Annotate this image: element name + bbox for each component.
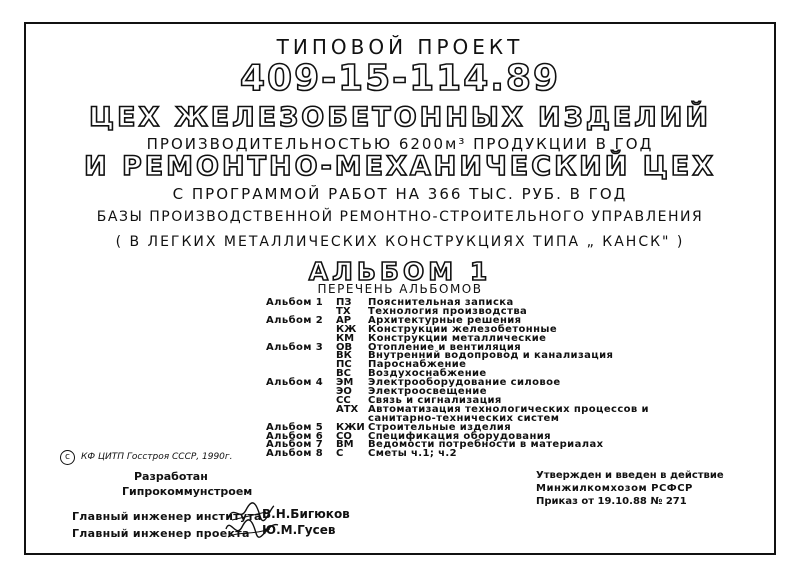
album-row-code: СО [336,430,352,442]
album-row-name: Конструкции металлические [368,332,547,344]
approval-line-1: Утвержден и введен в действие [536,470,724,481]
album-row-name: Технология производства [368,305,528,317]
album-row-code: ВМ [336,439,354,451]
album-row-code: КЖИ [336,421,365,433]
copyright-icon: c [60,450,75,465]
album-row-name: Электроосвещение [368,386,487,397]
album-row-name: санитарно-технических систем [368,412,560,424]
approval-line-3: Приказ от 19.10.88 № 271 [536,496,687,507]
album-row-name: Строительные изделия [368,421,512,433]
album-row-code: ТХ [336,305,351,317]
album-row-album: Альбом 5 [266,421,324,433]
subtitle-line-3: БАЗЫ ПРОИЗВОДСТВЕННОЙ РЕМОНТНО-СТРОИТЕЛЬНОГО УПРАВЛЕНИЯ [96,209,704,225]
album-row-album: Альбом 8 [266,448,324,460]
album-row-name: Пояснительная записка [368,297,514,308]
type-label: ТИПОВОЙ ПРОЕКТ [276,35,524,59]
copyright [60,450,233,465]
album-row-album: Альбом 4 [266,377,324,389]
album-row-name: Отопление и вентиляция [368,341,522,353]
chief-project-name: Ю.М.Гусев [262,523,336,537]
album-row-name: Внутренний водопровод и канализация [368,350,614,362]
album-row-name: Электрооборудование силовое [368,377,561,389]
album-row-album: Альбом 1 [266,297,324,308]
album-row-name: Пароснабжение [368,359,467,371]
album-row-name: Автоматизация технологических процессов и [368,403,649,415]
album-row-name: Связь и сигнализация [368,394,502,406]
album-row-code: ЭМ [336,377,354,389]
album-row-album: Альбом 7 [266,439,324,451]
album-row-code: СС [336,394,351,406]
album-row-name: Конструкции железобетонные [368,323,558,335]
album-row-code: КМ [336,332,355,344]
album-row-code: АТХ [336,403,359,415]
album-list-heading: ПЕРЕЧЕНЬ АЛЬБОМОВ [317,282,483,296]
album-row-album: Альбом 3 [266,341,324,353]
album-row-code: ЭО [336,386,352,397]
album-row-name: Спецификация оборудования [368,430,551,442]
subtitle-line-1: ПРОИЗВОДИТЕЛЬНОСТЬЮ 6200м³ ПРОДУКЦИИ В ГОД [146,135,654,153]
chief-project-label: Главный инженер проекта [72,527,250,540]
title-line-2: И РЕМОНТНО-МЕХАНИЧЕСКИЙ ЦЕХ [83,151,717,182]
album-row-code: ВК [336,350,352,362]
album-row-album: Альбом 6 [266,430,324,442]
project-number: 409-15-114.89 [239,58,561,99]
chief-institute-label: Главный инженер института [72,510,262,523]
subtitle-line-2: С ПРОГРАММОЙ РАБОТ НА 366 ТЫС. РУБ. В ГОД [172,185,628,203]
album-row-code: ПС [336,359,352,371]
album-row-name: Сметы ч.1; ч.2 [368,448,457,460]
title-line-1: ЦЕХ ЖЕЛЕЗОБЕТОННЫХ ИЗДЕЛИЙ [89,102,711,133]
album-row-code: ОВ [336,341,353,353]
album-title: АЛЬБОМ 1 [308,257,492,286]
album-row-album: Альбом 2 [266,314,324,326]
album-row-name: Архитектурные решения [368,314,522,326]
chief-institute-name: В.Н.Бигюков [262,507,350,521]
album-row-code: ВС [336,368,351,380]
album-row-name: Ведомости потребности в материалах [368,439,604,451]
copyright-text: КФ ЦИТП Госстроя СССР, 1990г. [81,452,233,462]
album-row-code: АР [336,314,352,326]
album-row-name: Воздухоснабжение [368,368,487,380]
approval-line-2: Минжилкомхозом РСФСР [536,483,693,494]
developer-org: Гипрокоммунстроем [122,485,253,498]
developer-label: Разработан [134,470,208,483]
album-row-code: ПЗ [336,297,352,308]
subtitle-line-4: ( В ЛЕГКИХ МЕТАЛЛИЧЕСКИХ КОНСТРУКЦИЯХ ТИПА „ КАНСК" ) [115,234,685,250]
album-row-code: КЖ [336,323,357,335]
album-row-code: С [336,448,344,460]
